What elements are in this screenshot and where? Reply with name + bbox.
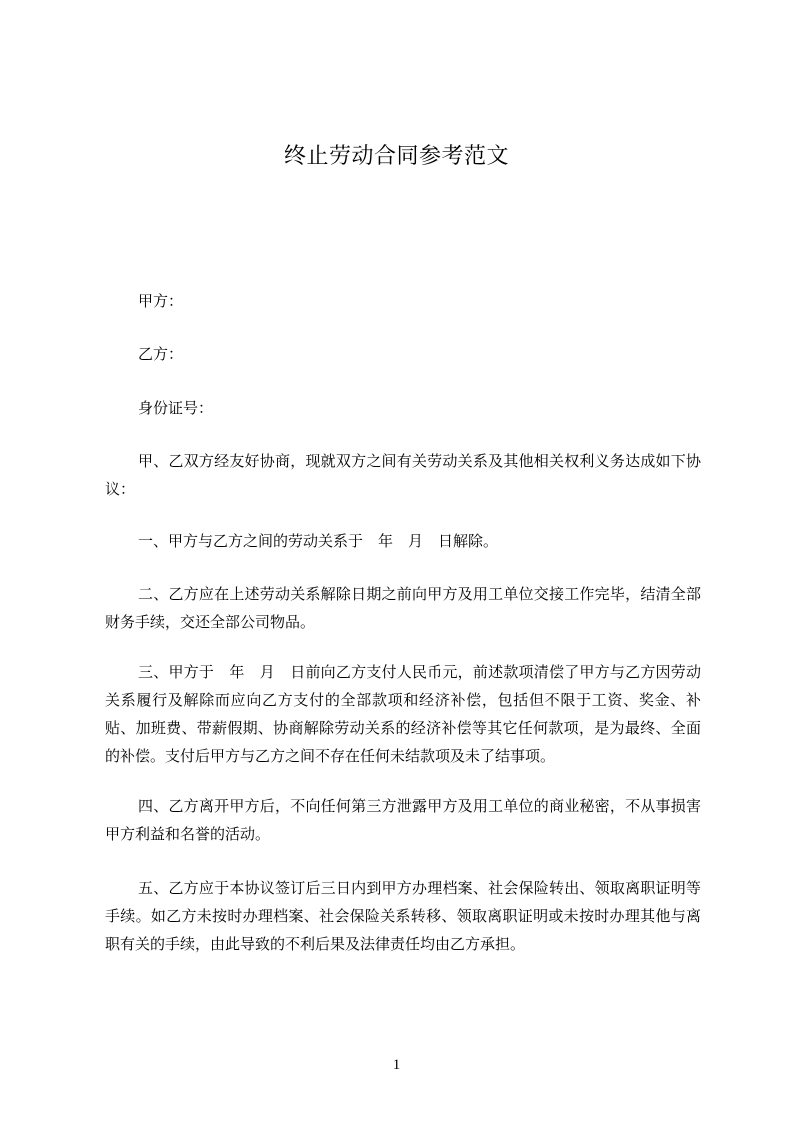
document-title: 终止劳动合同参考范文 bbox=[283, 144, 509, 169]
clause-5: 五、乙方应于本协议签订后三日内到甲方办理档案、社会保险转出、领取离职证明等手续。如乙方未按时办理档案、社会保险关系转移、领取离职证明或未按时办理其他与离职有关的手续，由此导致的不利后果及法律责任均由乙方承担。 bbox=[105, 879, 701, 953]
intro-paragraph: 甲、乙双方经友好协商，现就双方之间有关劳动关系及其他相关权利义务达成如下协议： bbox=[105, 452, 701, 498]
clause-2: 二、乙方应在上述劳动关系解除日期之前向甲方及用工单位交接工作完毕，结清全部财务手续，交还全部公司物品。 bbox=[105, 585, 701, 631]
clause-1: 一、甲方与乙方之间的劳动关系于 年 月 日解除。 bbox=[138, 532, 499, 550]
id-number-label: 身份证号： bbox=[138, 399, 214, 417]
page-number: 1 bbox=[392, 1057, 401, 1073]
clause-4: 四、乙方离开甲方后，不向任何第三方泄露甲方及用工单位的商业秘密，不从事损害甲方利益和名誉的活动。 bbox=[105, 797, 701, 843]
clause-3: 三、甲方于 年 月 日前向乙方支付人民币元，前述款项清偿了甲方与乙方因劳动关系履行及解除而应向乙方支付的全部款项和经济补偿，包括但不限于工资、奖金、补贴、加班费、带薪假期、协商解除劳动关系的经济补偿等其它任何款项，是为最终、全面的补偿。支付后甲方与乙方之间不存在任何未结款项及未了结事项。 bbox=[105, 663, 701, 765]
party-a-label: 甲方： bbox=[138, 292, 184, 310]
party-b-label: 乙方： bbox=[138, 345, 184, 363]
